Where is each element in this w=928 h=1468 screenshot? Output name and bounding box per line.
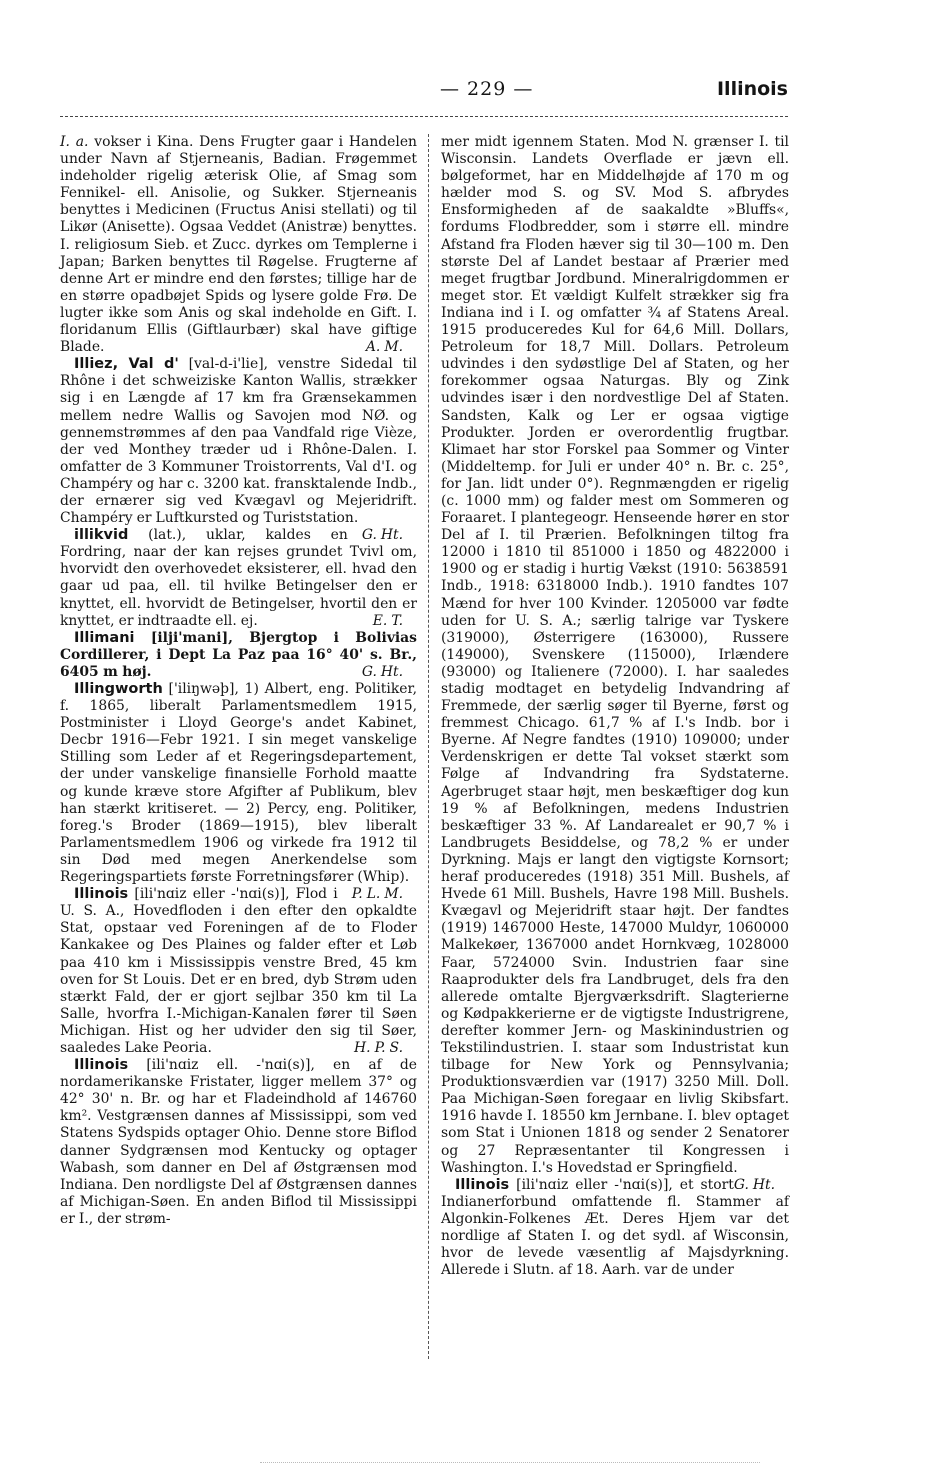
entry-illimani: [60, 630, 417, 681]
entry-headword: Illingworth: [74, 681, 163, 697]
entry-illinois-state: [60, 1057, 417, 1228]
entry-text: [ili'nɑiz ell. -'nɑi(s)], en af de nordamerikanske Fristater, ligger mellem 37° og 42° 30' n. Br. og har et Fladeindhold af 146760 km². Vestgrænsen dannes af Mississippi, som ved Statens Sydspids optager Ohio. Denne store Biflod danner Sydgrænsen mod Kentucky og optager Wabash, som danner en Del af Østgrænsen mod Indiana. Den nordligste Del af Østgrænsen dannes af Michigan-Søen. En anden Biflod til Mississippi er I., der strøm-: [60, 1057, 417, 1227]
column-divider: [428, 134, 429, 1359]
entry-text: [val-d-i'lie], venstre Sidedal til Rhône i det schweiziske Kanton Wallis, strækker sig i en Længde af 17 km fra Grænsekammen mellem nedre Wallis og Savojen mod NØ. og gennemstrømmes af den paa Vandfald rige Vièze, der ved Monthey træder ud i Rhône-Dalen. I. omfatter de 3 Kommuner Troistorrents, Val d'I. og Champéry og har c. 3200 kat. fransktalende Indb., der ernærer sig ved Kvægavl og Mejeridrift. Champéry er Luftkursted og Turiststation.: [60, 356, 418, 527]
page-header: [60, 78, 788, 108]
entry-headword: illikvid: [74, 527, 129, 544]
entry-headword: Illinois: [74, 886, 129, 903]
entry-signature: A. M.: [365, 339, 403, 356]
entry-text: [ili'nɑiz eller -'nɑi(s)], et stort Indianerforbund omfattende fl. Stammer af Algonkin-Folkenes Æt. Deres Hjem var det nordlige af Staten I. og det sydl. af Wisconsin, hvor de levede væsentlig af Majsdyrkning. Allerede i Slutn. af 18. Aarh. var de under: [441, 1176, 789, 1279]
entry-signature: P. L. M.: [351, 886, 403, 903]
entry-text: ['iliŋwəþ], 1) Albert, eng. Politiker, f. 1865, liberalt Parlamentsmedlem 1915, Postminister i Lloyd George's andet Kabinet, Decbr 1916—Febr 1921. I sin meget vanskelige Stilling som Leder af et Regeringsdepartement, der under vanskelige finansielle Forhold maatte og kunde kræve store Afgifter af Publikum, blev han stærkt kritiseret. — 2) Percy, eng. Politiker, foreg.'s Broder (1869—1915), blev liberalt Parlamentsmedlem 1906 og virkede fra 1912 til sin Død med megen Anerkendelse som Regeringspartiets første Forretningsfører (Whip).: [60, 681, 417, 886]
entry-text: [ilji'mani], Bjergtop i Bolivias Cordillerer, i Dept La Paz paa 16° 40' s. Br., 6405 m høj.: [60, 629, 417, 680]
entry-lead: I. a.: [60, 134, 89, 150]
running-head: Illinois: [716, 78, 788, 100]
entry-signature: H. P. S.: [354, 1039, 403, 1056]
entry-headword: Illimani: [74, 629, 135, 646]
entry-headword: Illinois: [455, 1176, 510, 1193]
entry-signature: G. Ht.: [361, 663, 403, 680]
entry-text: vokser i Kina. Dens Frugter gaar i Handelen under Navn af Stjerneanis, Badian. Frøgemmet indeholder rigelig æterisk Olie, af Smag som Fennikel- ell. Anisolie, og Sukker. Stjerneanis benyttes i Medicinen (Fructus Anisi stellati) og til Likør (Anisette). Ogsaa Veddet (Anistræ) benyttes. I. religiosum Sieb. et Zucc. dyrkes om Templerne i Japan; Barken benyttes til Røgelse. Frugterne af denne Art er mindre end den førstes; tillige har de en større opadbøjet Spids og lysere golde Frø. De lugter ikke som Anis og skal indeholde en Gift. I. floridanum Ellis (Giftlaurbær) skal have giftige Blade.: [60, 134, 417, 356]
right-column: [441, 134, 789, 1279]
entry-headword: Illinois: [74, 1057, 129, 1074]
entry-illinois-river: [60, 886, 417, 1057]
entry-text: mer midt igennem Staten. Mod N. grænser I. til Wisconsin. Landets Overflade er jævn ell. bølgeformet, har en Middelhøjde af 170 m og hælder mod S. og SV. Mod S. afbrydes Ensformigheden af de saakaldte »Bluffs«, fordums Flodbredder, som i større ell. mindre Afstand fra Floden hæver sig til 30—100 m. Den største Del af Landet bestaar af Prærier med meget frugtbar Jordbund. Mineralrigdommen er meget stor. Et vældigt Kulfelt strækker sig fra Indiana ind i I. og omfatter ¾ af Statens Areal. 1915 produceredes Kul for 64,6 Mill. Dollars, Petroleum for 18,7 Mill. Dollars. Petroleum udvindes i den sydøstlige Del af Staten, og her forekommer ogsaa Naturgas. Bly og Zink udvindes især i den nordvestlige Del af Staten. Sandsten, Kalk og Ler er ogsaa vigtige Produkter. Jorden er overordentlig frugtbar. Klimaet har stor Forskel paa Sommer og Vinter (Middeltemp. for Juli er under 40° n. Br. c. 25°, for Jan. lidt under 0°). Regnmængden er rigelig (c. 1000 mm) og falder mest om Sommeren og Foraaret. I plantegeogr. Henseende hører en stor Del af I. til Prærien. Befolkningen tiltog fra 12000 i 1810 til 851000 i 1850 og 4822000 i 1900 og er stadig i hurtig Vækst (1910: 5638591 Indb., 1918: 6318000 Indb.). 1910 fandtes 107 Mænd for hver 100 Kvinder. 1205000 var fødte uden for U. S. A.; særlig talrige var Tyskere (319000), Østerrigere (163000), Russere (149000), Svenskere (115000), Irlændere (93000) og Italienere (72000). I. har saaledes stadig modtaget en betydelig Indvandring af Fremmede, der særlig søger til Byerne, først og fremmest Chicago. 61,7 % af I.'s Indb. bor i Byerne. Af Negre fandtes (1910) 109000; under Verdenskrigen er dette Tal vokset stærkt som Følge af Indvandring fra Sydstaterne. Agerbruget staar højt, men beskæftiger dog kun 19 % af Befolkningen, medens Industrien beskæftiger 33 %. Af Landarealet er 90,7 % i Landbrugets Besiddelse, og 78,2 % er under Dyrkning. Majs er langt den vigtigste Kornsort; heraf produceredes (1918) 351 Mill. Bushels, af Hvede 61 Mill. Bushels, Havre 198 Mill. Bushels. Kvægavl og Mejeridrift staar højt. Der fandtes (1919) 1467000 Heste, 147000 Muldyr, 1060000 Malkekøer, 1367000 andet Hornkvæg, 1028000 Faar, 5724000 Svin. Industrien faar sine Raaprodukter dels fra Landbruget, dels fra den allerede omtalte Bjergværksdrift. Slagterierne og Kødpakkerierne er de vigtigste Industrigrene, derefter kommer Jern- og Maskinindustrien og Tekstilindustrien. I. staar som Industristat kun tilbage for New York og Pennsylvania; Produktionsværdien var (1917) 3250 Mill. Doll. Paa Michigan-Søen foregaar en livlig Skibsfart. 1916 havde I. 18550 km Jernbane. I. blev optaget som Stat i Unionen 1818 og sender 2 Senatorer og 27 Repræsentanter til Kongressen i Washington. I.'s Hovedstad er Springfield.: [441, 134, 789, 1176]
entry-signature: E. T.: [372, 612, 403, 629]
bottom-margin-mark: [260, 1462, 760, 1463]
entry-text: (lat.), uklar, kaldes en Fordring, naar der kan rejses grundet Tvivl om, hvorvidt den overhovedet eksisterer, ell. hvad den gaar ud paa, ell. til hvilke Betingelser den er knyttet, ell. hvorvidt de Betingelser, hvortil den er knyttet, er indtraadte ell. ej.: [60, 527, 417, 629]
entry-text: [ili'nɑiz eller -'nɑi(s)], Flod i U. S. A., Hovedfloden i den efter den opkaldte Stat, opstaar ved Foreningen af de to Floder Kankakee og Des Plaines og falder efter et Løb paa 410 km i Mississippis venstre Bred, 45 km oven for St Louis. Det er en bred, dyb Strøm uden stærkt Fald, der er gjort sejlbar 350 km til La Salle, hvorfra I.-Michigan-Kanalen fører til Søen Michigan. Hist og her udvider den sig til Søer, saaledes Lake Peoria.: [60, 886, 417, 1056]
entry-signature: G. Ht.: [733, 1176, 775, 1193]
entry-signature: G. Ht.: [361, 527, 403, 544]
left-column: [60, 134, 417, 1228]
page-number: — 229 —: [440, 78, 534, 100]
entry-headword: Illiez, Val d': [74, 356, 179, 373]
entry-illicium-continued: [60, 134, 417, 356]
header-rule: [60, 116, 788, 117]
